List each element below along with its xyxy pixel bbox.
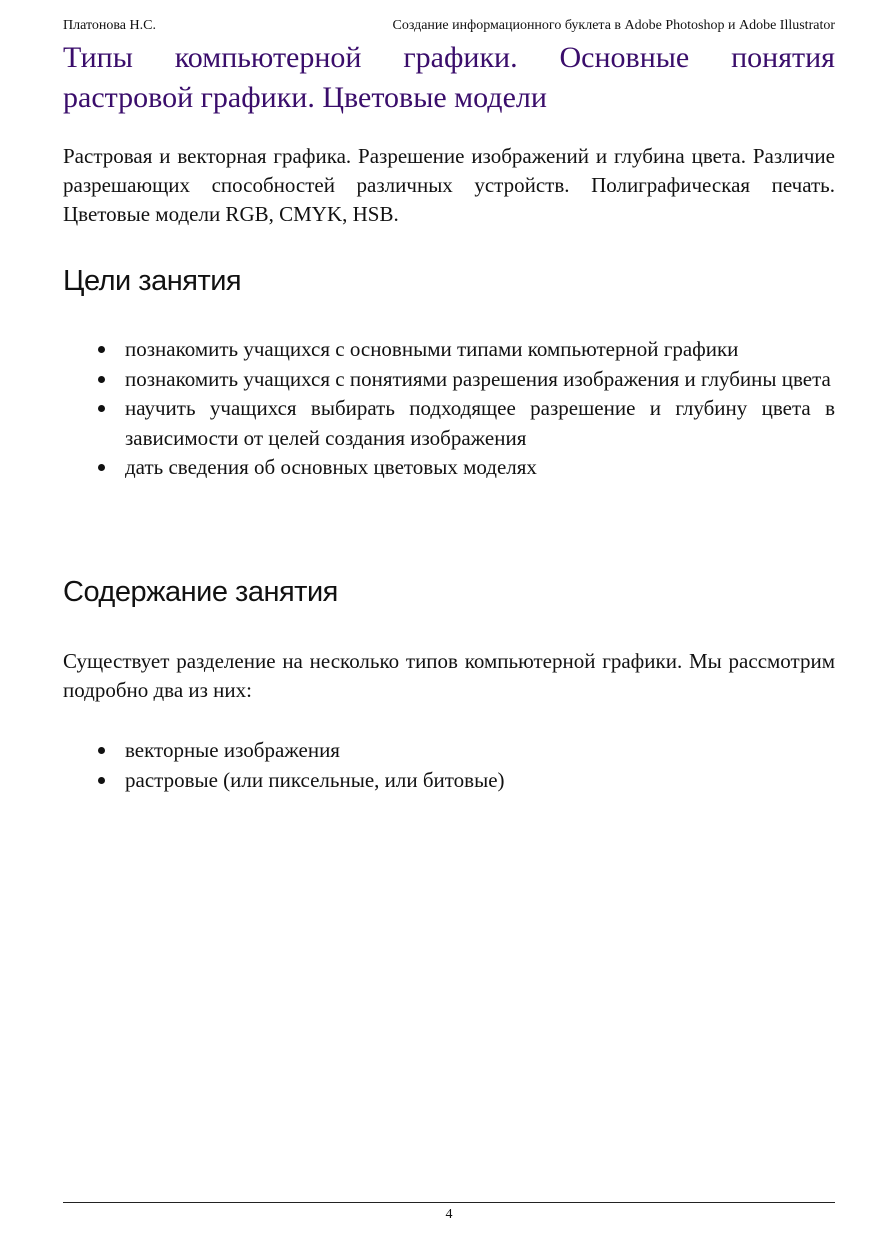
content-heading: Содержание занятия: [63, 576, 338, 608]
goals-list: [63, 335, 835, 483]
list-item: [63, 766, 835, 796]
list-item: [63, 335, 835, 365]
list-item-text: познакомить учащихся с основными типами компьютерной графики: [125, 337, 739, 361]
content-paragraph: Существует разделение на несколько типов компьютерной графики. Мы рассмотрим подробно два из них:: [63, 649, 835, 702]
intro-paragraph: Растровая и векторная графика. Разрешение изображений и глубина цвета. Различие разрешающих способностей различных устройств. Полиграфическая печать. Цветовые модели RGB, CMYK, HSB.: [63, 144, 835, 226]
list-item: [63, 453, 835, 483]
bullet-icon: [98, 405, 105, 412]
bullet-icon: [98, 346, 105, 353]
header-author: Платонова Н.С.: [63, 18, 156, 33]
page-number: 4: [445, 1207, 453, 1222]
running-header: [63, 16, 835, 36]
list-item-text: научить учащихся выбирать подходящее разрешение и глубину цвета в зависимости от целей создания изображения: [125, 396, 835, 450]
header-course-title: Создание информационного буклета в Adobe Photoshop и Adobe Illustrator: [392, 18, 835, 33]
bullet-icon: [98, 376, 105, 383]
bullet-icon: [98, 777, 105, 784]
page-title: Типы компьютерной графики. Основные понятия растровой графики. Цветовые модели: [63, 41, 835, 114]
list-item: [63, 736, 835, 766]
goals-heading: Цели занятия: [63, 265, 242, 297]
bullet-icon: [98, 747, 105, 754]
list-item-text: векторные изображения: [125, 738, 340, 762]
bullet-icon: [98, 464, 105, 471]
graphics-types-list: [63, 736, 835, 795]
list-item-text: дать сведения об основных цветовых моделях: [125, 455, 537, 479]
footer-divider: [63, 1202, 835, 1203]
list-item: [63, 394, 835, 453]
list-item: [63, 365, 835, 395]
document-page: [63, 0, 835, 1241]
list-item-text: познакомить учащихся с понятиями разрешения изображения и глубины цвета: [125, 366, 831, 391]
list-item-text: растровые (или пиксельные, или битовые): [125, 767, 505, 792]
